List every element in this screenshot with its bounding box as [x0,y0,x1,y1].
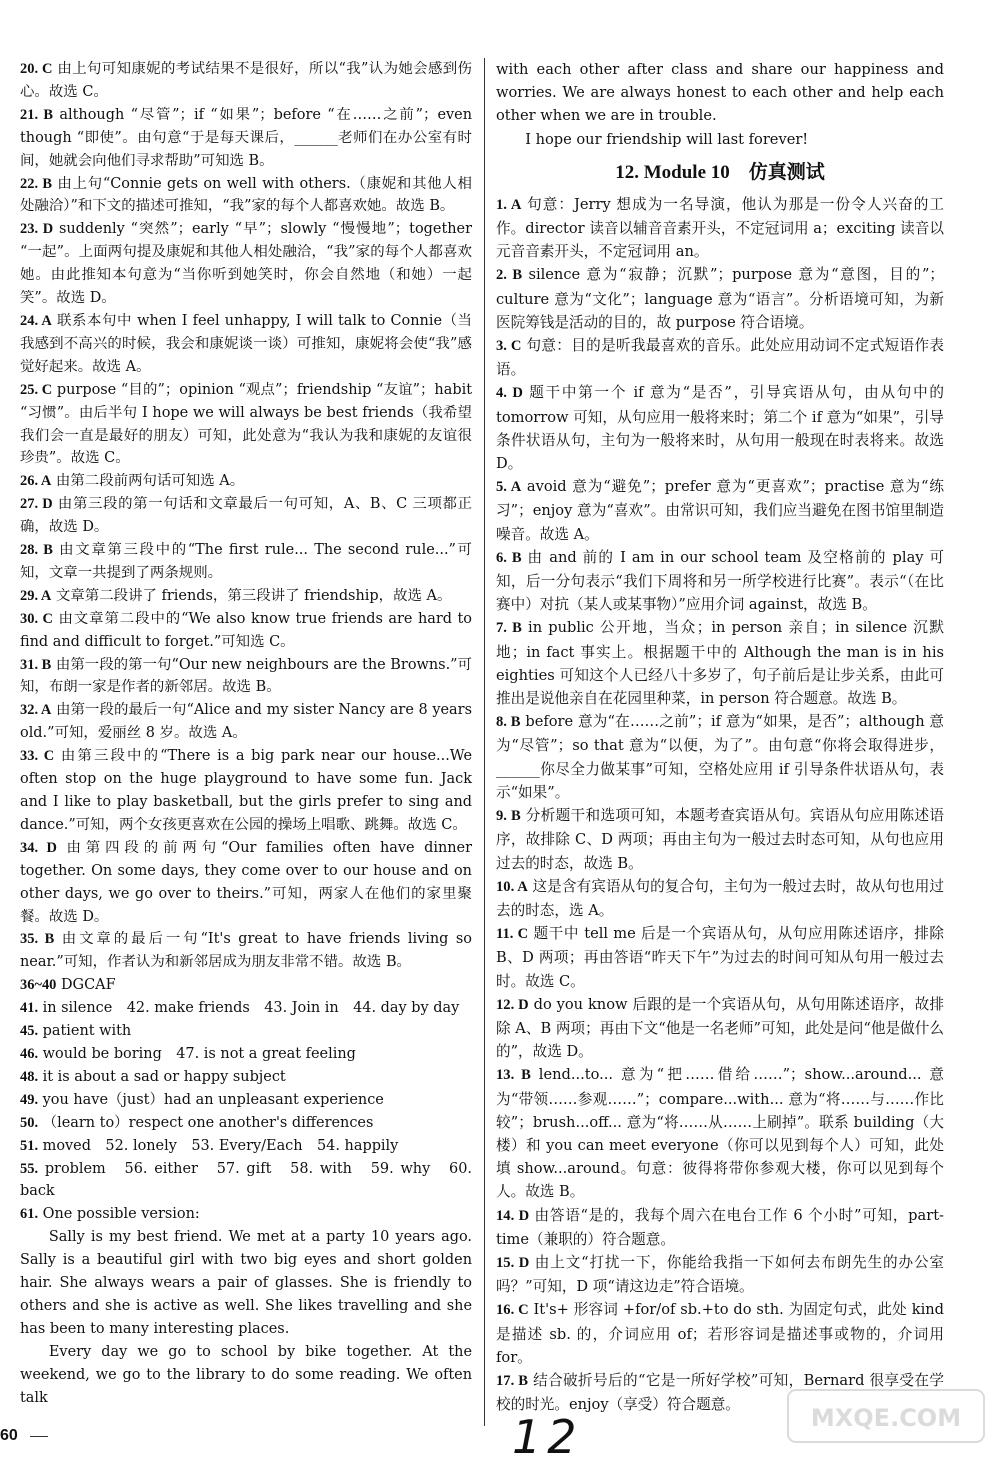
item-number: 55. [20,1160,39,1177]
right-answer-item [496,922,944,993]
item-number: 35. B [20,931,55,948]
left-column [20,58,472,1409]
right-answer-item [496,1298,944,1369]
item-text: before 意为“在……之前”；if 意为“如果，是否”；although 意为“尽管”；so that 意为“以便，为了”。由句意“你将会取得进步，______你尽全力做某事”可知，空格处应用 if 引导条件状语从句，表示“如果”。 [496,713,945,801]
item-text: 由上文“打扰一下，你能给我指一下如何去布朗先生的办公室吗？”可知，D 项“请这边走”符合语境。 [496,1253,944,1296]
left-answer-item [20,493,472,539]
item-number: 50. [20,1114,39,1131]
handwritten-mark: 12 [512,1410,583,1464]
item-number: 20. C [20,61,53,77]
left-answer-item [20,1203,472,1226]
item-text: you have（just）had an unpleasant experience [42,1091,384,1108]
item-number: 5. A [496,479,522,496]
essay-closing: I hope our friendship will last forever! [525,130,809,148]
item-text: moved 52. lonely 53. Every/Each 54. happily [42,1137,399,1154]
left-answer-item [20,1158,472,1204]
right-answer-item [496,475,944,546]
item-number: 26. A [20,473,52,490]
left-answer-item [20,58,472,104]
item-number: 12. D [496,996,529,1013]
item-text: 题干中 tell me 后是一个宾语从句，从句应用陈述语序，排除 B、D 两项；再由答语“昨天下午”为过去的时间可知从句用一般过去时。故选 C。 [496,925,945,990]
item-number: 49. [20,1091,39,1108]
item-text: It's+ 形容词 +for/of sb.+to do sth. 为固定句式，此处 kind 是描述 sb. 的，介词应用 of；若形容词是描述事或物的，介词用 for。 [496,1301,945,1366]
page-number: 60 [0,1427,18,1444]
item-text: 由 and 前的 I am in our school team 及空格前的 play 可知，后一分句表示“我们下周将和另一所学校进行比赛”。表示“（在比赛中）对抗（某人或某事物）”应用介词 against，故选 B。 [496,548,945,614]
right-answer-item [496,193,944,264]
right-answer-item [496,546,944,617]
item-number: 25. C [20,381,53,398]
item-text: DGCAF [60,977,116,994]
item-number: 8. B [496,714,521,731]
right-answer-item [496,381,944,475]
item-number: 21. B [20,106,54,123]
item-text: suddenly “突然”；early “早”；slowly “慢慢地”；together “一起”。上面两句提及康妮和其他人相处融洽，“我”家的每个人都喜欢她。由此推知本句意为“当你听到她笑时，你会自然地（和她）一起笑”。故选 D。 [20,221,472,307]
left-answer-item [20,1135,472,1158]
left-answer-item [20,1043,472,1066]
item-number: 24. A [20,312,52,329]
left-answer-item [20,608,472,654]
item-number: 51. [20,1137,39,1154]
left-answer-item [20,104,472,173]
item-text: 分析题干和选项可知，本题考查宾语从句。宾语从句应用陈述语序，故排除 C、D 两项；再由主句为一般过去时态可知，从句也应用过去的时态，故选 B。 [496,807,944,872]
item-text: it is about a sad or happy subject [42,1068,286,1085]
item-text: 由第一段的第一句“Our new neighbours are the Browns.”可知，布朗一家是作者的新邻居。故选 B。 [20,656,472,696]
right-answer-item [496,263,944,334]
item-number: 30. C [20,610,53,627]
left-answer-item [20,928,472,974]
item-text: problem 56. either 57. gift 58. with 59. why 60. back [20,1160,472,1200]
right-answer-item [496,616,944,710]
item-number: 22. B [20,175,53,192]
item-number: 15. D [496,1254,530,1271]
item-text: 由答语“是的，我每个周六在电台工作 6 个小时”可知，part-time（兼职的）符合题意。 [496,1206,944,1248]
item-text: One possible version: [42,1206,200,1223]
item-text: although “尽管”；if “如果”；before “在……之前”；even though “即使”。由句意“于是每天课后，______老师们在办公室有时间，她就会向他们寻求帮助”可知选 B。 [20,106,472,169]
left-answer-item [20,654,472,700]
item-text: 由第一段的最后一句“Alice and my sister Nancy are 8 years old.”可知，爱丽丝 8 岁。故选 A。 [20,702,472,742]
left-answer-item [20,1089,472,1112]
left-answer-item [20,974,472,997]
item-number: 36~40 [20,977,57,994]
left-answer-item [20,1020,472,1043]
item-text: （learn to）respect one another's differences [42,1114,374,1131]
item-text: 由文章第三段中的“The first rule... The second rule...”可知，文章一共提到了两条规则。 [20,542,472,581]
svg-text:MXQE.COM: MXQE.COM [810,1404,962,1432]
item-number: 13. B [496,1067,531,1084]
item-number: 33. C [20,748,55,765]
item-text: 由文章第二段中的“We also know true friends are hard to find and difficult to forget.”可知选 C。 [20,610,472,650]
item-number: 2. B [496,267,523,284]
column-divider [484,58,485,1426]
item-number: 48. [20,1068,39,1085]
essay-continuation: with each other after class and share our happiness and worries. We are always honest to each other and help each other when we are in trouble. [496,61,944,125]
item-text: in public 公开地，当众；in person 亲自；in silence 沉默地；in fact 事实上。根据题干中的 Although the man is in his eighties 可知这个人已经八十多岁了，句子前后是让步关系，由此可推出是说他亲自在花园里种菜，in person 符合题意。故选 B。 [496,619,944,708]
left-answer-item [20,310,472,379]
item-text: 联系本句中 when I feel unhappy, I will talk to Connie（当我感到不高兴的时候，我会和康妮谈一谈）可推知，康妮将会使“我”感觉好起来。故选 A。 [20,312,472,375]
right-answer-list [496,193,944,1417]
item-number: 46. [20,1045,39,1062]
item-number: 41. [20,1000,39,1017]
item-text: 句意：目的是听我最喜欢的音乐。此处应用动词不定式短语作表语。 [496,337,944,379]
right-answer-item [496,1251,944,1298]
item-text: 由上句可知康妮的考试结果不是很好，所以“我”认为她会感到伤心。故选 C。 [20,61,472,100]
left-answer-item [20,997,472,1020]
left-answer-list [20,58,472,1226]
item-text: 文章第二段讲了 friends，第三段讲了 friendship，故选 A。 [55,587,452,604]
item-number: 14. D [496,1207,530,1224]
item-number: 9. B [496,808,521,825]
item-number: 61. [20,1206,39,1223]
item-number: 17. B [496,1372,529,1389]
right-answer-item [496,875,944,922]
item-text: 由文章的最后一句“It's great to have friends living so near.”可知，作者认为和新邻居成为朋友非常不错。故选 B。 [20,931,472,971]
footer-rule [30,1436,48,1437]
left-answer-item [20,699,472,745]
item-number: 3. C [496,338,522,355]
item-number: 16. C [496,1302,529,1319]
item-text: would be boring 47. is not a great feeling [42,1045,356,1062]
item-number: 31. B [20,656,52,673]
item-text: purpose “目的”；opinion “观点”；friendship “友谊”；habit “习惯”。由后半句 I hope we will always be best friends（我希望我们会一直是最好的朋友）可知，此处意为“我认为我和康妮的友谊很珍贵”。故选 C。 [20,381,472,467]
item-number: 32. A [20,702,52,719]
item-text: 由第四段的前两句“Our families often have dinner together. On some days, they come over to our house and on other days, we go over to theirs.”可知，两家人在他们的家里聚餐。故选 D。 [20,839,472,925]
section-title: 12. Module 10 仿真测试 [615,161,825,183]
item-number: 6. B [496,549,522,566]
item-text: 句意：Jerry 想成为一名导演，他认为那是一份令人兴奋的工作。director 读音以辅音音素开头，不定冠词用 a；exciting 读音以元音音素开头，不定冠词用 an。 [496,195,945,261]
item-number: 1. A [496,196,522,213]
left-answer-item [20,218,472,310]
item-text: 这是含有宾语从句的复合句，主句为一般过去时，故从句也用过去的时态，选 A。 [496,877,944,919]
left-answer-item [20,837,472,929]
item-text: 由第三段中的“There is a big park near our house...We often stop on the huge playground to have some fun. Jack and I like to play basketball, but the girls prefer to sing and dance.”可知，两个女孩更喜欢在公园的操场上唱歌、跳舞。故选 C。 [20,748,472,833]
right-answer-item [496,334,944,381]
left-answer-item [20,1066,472,1089]
right-answer-item [496,993,944,1064]
item-number: 28. B [20,542,53,559]
item-text: 题干中第一个 if 意为“是否”，引导宾语从句，由从句中的 tomorrow 可知，从句应用一般将来时；第二个 if 意为“如果”，引导条件状语从句，主句为一般将来时，从句用一般现在时表将来。故选 D。 [496,384,944,473]
item-number: 4. D [496,385,523,402]
right-column [496,58,944,1416]
left-answer-item [20,470,472,493]
item-number: 45. [20,1023,39,1040]
left-answer-item [20,539,472,585]
item-text: 由上句“Connie gets on well with others.（康妮和其他人相处融洽）”和下文的描述可推知，“我”家的每个人都喜欢她。故选 B。 [20,175,472,215]
watermark-logo [786,1386,986,1446]
item-number: 29. A [20,587,52,604]
item-text: 由第二段前两句话可知选 A。 [55,473,245,490]
item-number: 7. B [496,620,522,637]
item-number: 27. D [20,496,53,513]
left-answer-item [20,1112,472,1135]
item-text: do you know 后跟的是一个宾语从句，从句用陈述语序，故排除 A、B 两项；再由下文“他是一名老师”可知，此处是问“他是做什么的”，故选 D。 [496,995,945,1061]
item-number: 10. A [496,878,528,895]
essay-paragraph-2: Every day we go to school by bike together. At the weekend, we go to the library to do some reading. We often talk [20,1343,472,1406]
right-answer-item [496,804,944,875]
item-text: patient with [42,1023,132,1040]
left-answer-item [20,173,472,219]
right-answer-item [496,1204,944,1251]
item-text: 由第三段的第一句话和文章最后一句可知，A、B、C 三项都正确，故选 D。 [20,496,472,536]
left-answer-item [20,585,472,608]
item-text: lend...to... 意为“把……借给……”；show...around... 意为“带领……参观……”；compare...with... 意为“将……与……作比较”；brush...off... 意为“将……从……上刷掉”。联系 building（大楼）和 you can meet everyone（你可以见到每个人）可知，此处填 show...around。句意：彼得将带你参观大楼，你可以见到每个人。故选 B。 [496,1066,945,1201]
item-number: 34. D [20,839,57,856]
item-text: 结合破折号后的“它是一所好学校”可知，Bernard 很享受在学校的时光。enjoy（享受）符合题意。 [496,1371,945,1414]
item-number: 23. D [20,221,54,238]
item-number: 11. C [496,926,529,943]
item-text: silence 意为“寂静；沉默”；purpose 意为“意图，目的”；culture 意为“文化”；language 意为“语言”。分析语境可知，为新医院筹钱是活动的目的，故 purpose 符合语境。 [496,266,945,331]
left-answer-item [20,379,472,471]
item-text: in silence 42. make friends 43. Join in 44. day by day [42,1000,460,1017]
right-answer-item [496,1063,944,1203]
item-text: avoid 意为“避免”；prefer 意为“更喜欢”；practise 意为“练习”；enjoy 意为“喜欢”。由常识可知，我们应当避免在图书馆里制造噪音。故选 A。 [496,478,945,543]
left-answer-item [20,745,472,837]
essay-paragraph-1: Sally is my best friend. We met at a party 10 years ago. Sally is a beautiful girl with two big eyes and short golden hair. She always wears a pair of glasses. She is friendly to others and she is active as well. She likes travelling and she has been to many interesting places. [20,1229,472,1337]
right-answer-item [496,710,944,804]
